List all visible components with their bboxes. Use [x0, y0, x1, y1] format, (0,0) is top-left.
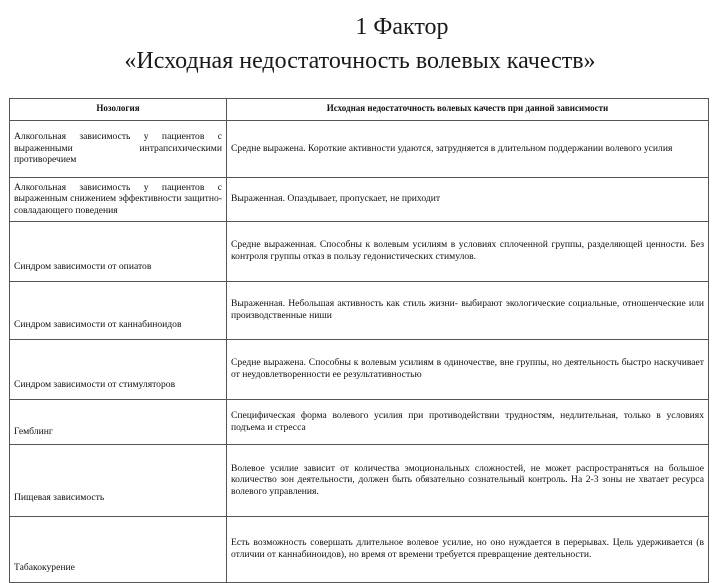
description-cell: Выраженная. Небольшая активность как стиль жизни- выбирают экологические социальные, отношенческие или производственные ниши [227, 282, 709, 340]
table-row [10, 121, 709, 178]
table-row [10, 340, 709, 400]
factor-table [9, 98, 709, 583]
nosology-cell: Пищевая зависимость [10, 445, 227, 517]
title-factor-number: 1 Фактор [355, 14, 449, 40]
nosology-cell: Синдром зависимости от стимуляторов [10, 340, 227, 400]
header-nosology: Нозология [10, 99, 227, 121]
table-row [10, 445, 709, 517]
description-cell: Волевое усилие зависит от количества эмоциональных сложностей, не может распространяться на большое количество зон деятельности, должен быть обязательно сознательный контроль. На 2-3 зоны не хватает ресурса волевого управления. [227, 445, 709, 517]
nosology-cell: Алкогольная зависимость у пациентов с выраженными интрапсихическими противоречием [10, 121, 227, 178]
table-row [10, 178, 709, 222]
description-cell: Есть возможность совершать длительное волевое усилие, но оно нуждается в перерывах. Цель удерживается (в отличии от каннабиноидов), но время от времени требуется превращение деятельности. [227, 517, 709, 583]
title-factor-name: «Исходная недостаточность волевых качеств» [124, 48, 596, 74]
table-row [10, 282, 709, 340]
table-row [10, 400, 709, 445]
nosology-cell: Гемблинг [10, 400, 227, 445]
description-cell: Выраженная. Опаздывает, пропускает, не приходит [227, 178, 709, 222]
nosology-cell: Синдром зависимости от опиатов [10, 222, 227, 282]
nosology-cell: Синдром зависимости от каннабиноидов [10, 282, 227, 340]
table-header-row [10, 99, 709, 121]
description-cell: Средне выражена. Способны к волевым усилиям в одиночестве, вне группы, но деятельность быстро наскучивает от неудовлетворенности ее результативностью [227, 340, 709, 400]
description-cell: Средне выраженная. Способны к волевым усилиям в условиях сплоченной группы, разделяющей ценности. Без контроля группы отказ в пользу гедонистических стимулов. [227, 222, 709, 282]
nosology-cell: Табакокурение [10, 517, 227, 583]
nosology-cell: Алкогольная зависимость у пациентов с выраженным снижением эффективности защитно-совладающего поведения [10, 178, 227, 222]
slide-title [0, 10, 720, 78]
table-row [10, 222, 709, 282]
description-cell: Средне выражена. Короткие активности удаются, затрудняется в длительном поддержании волевого усилия [227, 121, 709, 178]
description-cell: Специфическая форма волевого усилия при противодействии трудностям, недлительная, только в условиях подъема и стресса [227, 400, 709, 445]
header-deficiency: Исходная недостаточность волевых качеств при данной зависимости [227, 99, 709, 121]
table-row [10, 517, 709, 583]
